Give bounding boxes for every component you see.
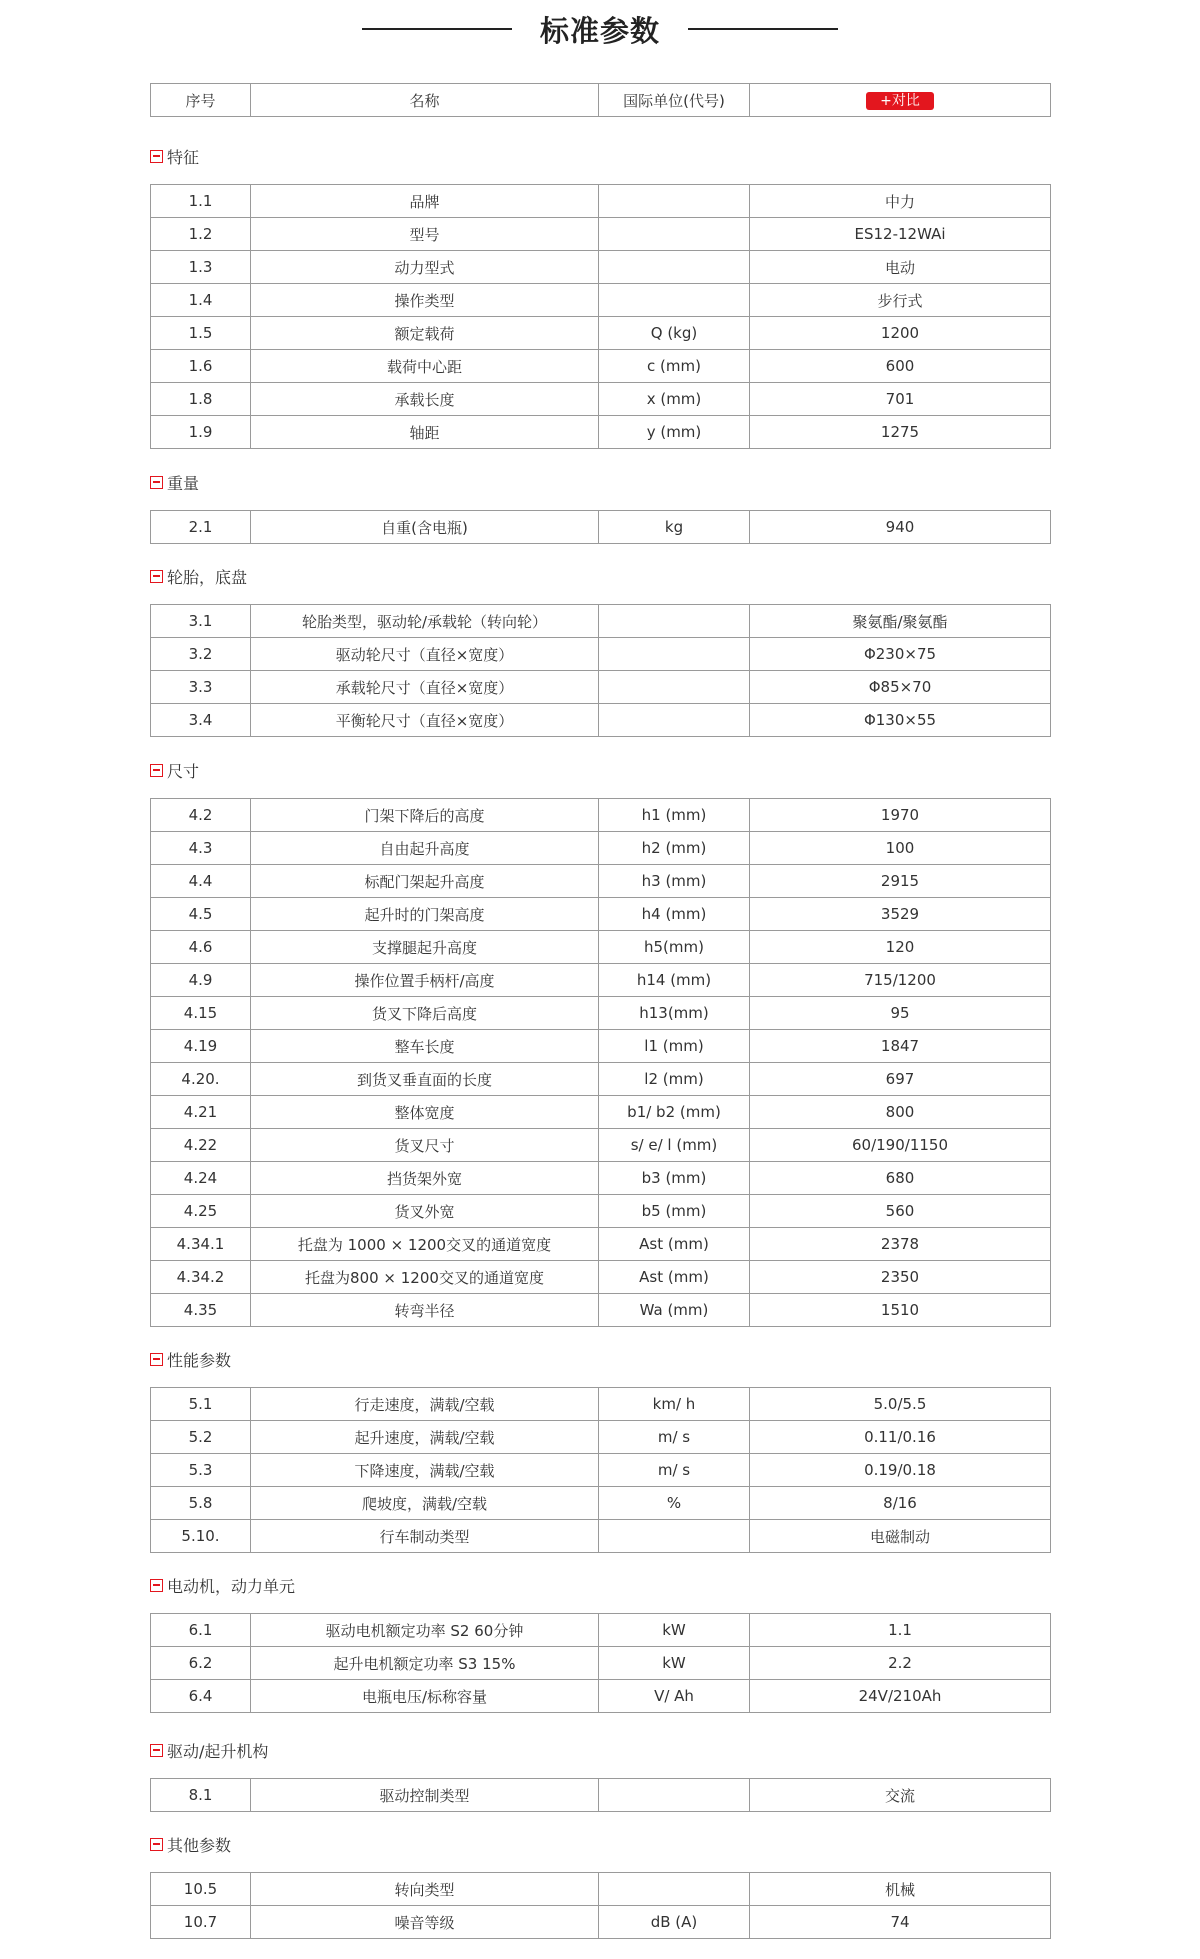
cell-index: 1.6	[151, 350, 251, 383]
cell-name: 货叉尺寸	[251, 1129, 599, 1162]
cell-index: 1.4	[151, 284, 251, 317]
cell-name: 操作类型	[251, 284, 599, 317]
spec-table	[150, 604, 1051, 737]
cell-index: 1.8	[151, 383, 251, 416]
table-row	[151, 1421, 1051, 1454]
cell-name: 起升时的门架高度	[251, 898, 599, 931]
spec-section	[150, 1347, 1050, 1553]
cell-value: 697	[750, 1063, 1051, 1096]
cell-value: 聚氨酯/聚氨酯	[750, 605, 1051, 638]
cell-value: 步行式	[750, 284, 1051, 317]
cell-value: 701	[750, 383, 1051, 416]
header-compare-cell	[750, 84, 1051, 117]
cell-index: 5.3	[151, 1454, 251, 1487]
table-row	[151, 964, 1051, 997]
table-row	[151, 1779, 1051, 1812]
cell-value: 1200	[750, 317, 1051, 350]
cell-value: 0.19/0.18	[750, 1454, 1051, 1487]
cell-value: 1847	[750, 1030, 1051, 1063]
cell-unit	[599, 1779, 750, 1812]
cell-index: 1.2	[151, 218, 251, 251]
cell-unit: kW	[599, 1614, 750, 1647]
cell-value: 940	[750, 511, 1051, 544]
cell-unit: dB (A)	[599, 1906, 750, 1939]
spec-section	[150, 758, 1050, 1327]
cell-name: 电瓶电压/标称容量	[251, 1680, 599, 1713]
title-divider-left	[362, 28, 512, 30]
cell-value: 电磁制动	[750, 1520, 1051, 1553]
page-title: 标准参数	[539, 13, 660, 48]
table-row	[151, 218, 1051, 251]
cell-name: 驱动轮尺寸（直径×宽度）	[251, 638, 599, 671]
spec-section	[150, 470, 1050, 544]
cell-name: 爬坡度，满载/空载	[251, 1487, 599, 1520]
table-row	[151, 1195, 1051, 1228]
cell-unit	[599, 218, 750, 251]
section-header[interactable]	[150, 1832, 1050, 1856]
cell-value: 680	[750, 1162, 1051, 1195]
cell-name: 货叉外宽	[251, 1195, 599, 1228]
cell-value: 715/1200	[750, 964, 1051, 997]
cell-value: 8/16	[750, 1487, 1051, 1520]
cell-value: 60/190/1150	[750, 1129, 1051, 1162]
table-row	[151, 1647, 1051, 1680]
spec-table	[150, 1778, 1051, 1812]
section-header[interactable]	[150, 1347, 1050, 1371]
cell-index: 10.5	[151, 1873, 251, 1906]
header-name: 名称	[251, 84, 599, 117]
cell-unit: h3 (mm)	[599, 865, 750, 898]
cell-unit: h14 (mm)	[599, 964, 750, 997]
cell-name: 自重(含电瓶)	[251, 511, 599, 544]
cell-name: 操作位置手柄杆/高度	[251, 964, 599, 997]
table-row	[151, 931, 1051, 964]
cell-value: 0.11/0.16	[750, 1421, 1051, 1454]
cell-value: 800	[750, 1096, 1051, 1129]
cell-unit: h2 (mm)	[599, 832, 750, 865]
cell-unit: m/ s	[599, 1421, 750, 1454]
cell-unit	[599, 704, 750, 737]
cell-value: 1275	[750, 416, 1051, 449]
cell-index: 4.3	[151, 832, 251, 865]
table-row	[151, 185, 1051, 218]
cell-unit: Wa (mm)	[599, 1294, 750, 1327]
table-row	[151, 1294, 1051, 1327]
cell-index: 1.9	[151, 416, 251, 449]
collapse-minus-icon[interactable]	[150, 476, 163, 489]
cell-name: 型号	[251, 218, 599, 251]
cell-index: 1.3	[151, 251, 251, 284]
cell-name: 货叉下降后高度	[251, 997, 599, 1030]
cell-unit: h1 (mm)	[599, 799, 750, 832]
cell-value: 5.0/5.5	[750, 1388, 1051, 1421]
spec-table	[150, 798, 1051, 1327]
table-row	[151, 284, 1051, 317]
cell-value: 机械	[750, 1873, 1051, 1906]
cell-index: 4.21	[151, 1096, 251, 1129]
cell-index: 4.25	[151, 1195, 251, 1228]
cell-unit: y (mm)	[599, 416, 750, 449]
cell-index: 4.15	[151, 997, 251, 1030]
cell-name: 品牌	[251, 185, 599, 218]
cell-name: 门架下降后的高度	[251, 799, 599, 832]
cell-unit: h13(mm)	[599, 997, 750, 1030]
table-row	[151, 511, 1051, 544]
collapse-minus-icon[interactable]	[150, 150, 163, 163]
section-title: 重量	[167, 473, 200, 493]
spec-header	[150, 83, 1050, 117]
cell-index: 10.7	[151, 1906, 251, 1939]
cell-name: 轮胎类型，驱动轮/承载轮（转向轮）	[251, 605, 599, 638]
cell-name: 噪音等级	[251, 1906, 599, 1939]
cell-index: 3.4	[151, 704, 251, 737]
spec-section	[150, 1573, 1050, 1713]
cell-unit	[599, 284, 750, 317]
cell-name: 标配门架起升高度	[251, 865, 599, 898]
title-divider-right	[688, 28, 838, 30]
cell-index: 4.5	[151, 898, 251, 931]
cell-value: Φ130×55	[750, 704, 1051, 737]
cell-unit: b5 (mm)	[599, 1195, 750, 1228]
collapse-minus-icon[interactable]	[150, 570, 163, 583]
cell-index: 4.24	[151, 1162, 251, 1195]
cell-index: 4.9	[151, 964, 251, 997]
cell-unit	[599, 1520, 750, 1553]
section-header[interactable]	[150, 1573, 1050, 1597]
cell-index: 6.2	[151, 1647, 251, 1680]
section-title: 驱动/起升机构	[167, 1741, 269, 1761]
collapse-minus-icon[interactable]	[150, 1744, 163, 1757]
cell-value: 600	[750, 350, 1051, 383]
table-row	[151, 1487, 1051, 1520]
table-row	[151, 1873, 1051, 1906]
table-row	[151, 383, 1051, 416]
table-row	[151, 1388, 1051, 1421]
cell-unit	[599, 251, 750, 284]
spec-section	[150, 1738, 1050, 1812]
cell-name: 起升电机额定功率 S3 15%	[251, 1647, 599, 1680]
cell-unit: l2 (mm)	[599, 1063, 750, 1096]
spec-section	[150, 1832, 1050, 1939]
cell-unit: kg	[599, 511, 750, 544]
cell-index: 4.22	[151, 1129, 251, 1162]
cell-name: 承载轮尺寸（直径×宽度）	[251, 671, 599, 704]
cell-unit	[599, 605, 750, 638]
spec-table	[150, 1872, 1051, 1939]
cell-name: 承载长度	[251, 383, 599, 416]
cell-value: Φ230×75	[750, 638, 1051, 671]
cell-index: 4.2	[151, 799, 251, 832]
cell-value: 2915	[750, 865, 1051, 898]
cell-value: 1510	[750, 1294, 1051, 1327]
cell-name: 起升速度，满载/空载	[251, 1421, 599, 1454]
table-row	[151, 1030, 1051, 1063]
cell-value: 2350	[750, 1261, 1051, 1294]
spec-header-table	[150, 83, 1051, 117]
cell-name: 驱动控制类型	[251, 1779, 599, 1812]
cell-unit: s/ e/ l (mm)	[599, 1129, 750, 1162]
cell-name: 行车制动类型	[251, 1520, 599, 1553]
section-header[interactable]	[150, 758, 1050, 782]
cell-unit	[599, 185, 750, 218]
cell-index: 4.34.2	[151, 1261, 251, 1294]
header-row	[151, 84, 1051, 117]
collapse-minus-icon[interactable]	[150, 1579, 163, 1592]
cell-index: 4.34.1	[151, 1228, 251, 1261]
cell-index: 2.1	[151, 511, 251, 544]
cell-index: 3.2	[151, 638, 251, 671]
cell-name: 平衡轮尺寸（直径×宽度）	[251, 704, 599, 737]
cell-unit: c (mm)	[599, 350, 750, 383]
cell-unit: m/ s	[599, 1454, 750, 1487]
collapse-minus-icon[interactable]	[150, 764, 163, 777]
cell-index: 5.1	[151, 1388, 251, 1421]
table-row	[151, 1096, 1051, 1129]
spec-table	[150, 184, 1051, 449]
table-row	[151, 1129, 1051, 1162]
cell-name: 转弯半径	[251, 1294, 599, 1327]
table-row	[151, 1228, 1051, 1261]
header-index: 序号	[151, 84, 251, 117]
collapse-minus-icon[interactable]	[150, 1353, 163, 1366]
table-row	[151, 416, 1051, 449]
table-row	[151, 799, 1051, 832]
cell-value: 交流	[750, 1779, 1051, 1812]
spec-table	[150, 510, 1051, 544]
cell-value: 电动	[750, 251, 1051, 284]
cell-index: 4.35	[151, 1294, 251, 1327]
cell-value: ES12-12WAi	[750, 218, 1051, 251]
table-row	[151, 832, 1051, 865]
table-row	[151, 317, 1051, 350]
cell-unit: Q (kg)	[599, 317, 750, 350]
cell-name: 挡货架外宽	[251, 1162, 599, 1195]
cell-name: 整体宽度	[251, 1096, 599, 1129]
cell-value: Φ85×70	[750, 671, 1051, 704]
section-title: 尺寸	[167, 761, 200, 781]
cell-value: 24V/210Ah	[750, 1680, 1051, 1713]
table-row	[151, 1680, 1051, 1713]
cell-name: 下降速度，满载/空载	[251, 1454, 599, 1487]
table-row	[151, 865, 1051, 898]
cell-name: 自由起升高度	[251, 832, 599, 865]
cell-value: 3529	[750, 898, 1051, 931]
page-title-bar	[0, 8, 1200, 50]
cell-index: 6.1	[151, 1614, 251, 1647]
cell-name: 整车长度	[251, 1030, 599, 1063]
cell-index: 4.4	[151, 865, 251, 898]
section-title: 轮胎，底盘	[167, 567, 248, 587]
cell-name: 行走速度，满载/空载	[251, 1388, 599, 1421]
cell-value: 100	[750, 832, 1051, 865]
cell-value: 2378	[750, 1228, 1051, 1261]
section-header[interactable]	[150, 144, 1050, 168]
cell-index: 6.4	[151, 1680, 251, 1713]
cell-unit	[599, 671, 750, 704]
table-row	[151, 605, 1051, 638]
cell-name: 驱动电机额定功率 S2 60分钟	[251, 1614, 599, 1647]
cell-unit: b3 (mm)	[599, 1162, 750, 1195]
table-row	[151, 997, 1051, 1030]
section-title: 性能参数	[167, 1350, 232, 1370]
spec-section	[150, 564, 1050, 737]
cell-name: 动力型式	[251, 251, 599, 284]
spec-section	[150, 144, 1050, 449]
cell-index: 4.6	[151, 931, 251, 964]
section-title: 其他参数	[167, 1835, 232, 1855]
cell-name: 托盘为 1000 × 1200交叉的通道宽度	[251, 1228, 599, 1261]
cell-unit: b1/ b2 (mm)	[599, 1096, 750, 1129]
table-row	[151, 704, 1051, 737]
table-row	[151, 898, 1051, 931]
table-row	[151, 1520, 1051, 1553]
cell-value: 95	[750, 997, 1051, 1030]
table-row	[151, 350, 1051, 383]
cell-value: 120	[750, 931, 1051, 964]
cell-unit: V/ Ah	[599, 1680, 750, 1713]
cell-value: 中力	[750, 185, 1051, 218]
section-title: 特征	[167, 147, 200, 167]
cell-unit: Ast (mm)	[599, 1261, 750, 1294]
cell-index: 5.10.	[151, 1520, 251, 1553]
cell-unit: Ast (mm)	[599, 1228, 750, 1261]
cell-name: 轴距	[251, 416, 599, 449]
table-row	[151, 638, 1051, 671]
cell-name: 到货叉垂直面的长度	[251, 1063, 599, 1096]
cell-unit: x (mm)	[599, 383, 750, 416]
section-title: 电动机，动力单元	[167, 1576, 296, 1596]
cell-value: 74	[750, 1906, 1051, 1939]
cell-name: 载荷中心距	[251, 350, 599, 383]
table-row	[151, 1614, 1051, 1647]
table-row	[151, 1261, 1051, 1294]
table-row	[151, 251, 1051, 284]
section-header[interactable]	[150, 1738, 1050, 1762]
cell-unit: h5(mm)	[599, 931, 750, 964]
cell-unit	[599, 638, 750, 671]
cell-value: 2.2	[750, 1647, 1051, 1680]
cell-name: 支撑腿起升高度	[251, 931, 599, 964]
section-header[interactable]	[150, 470, 1050, 494]
cell-name: 托盘为800 × 1200交叉的通道宽度	[251, 1261, 599, 1294]
cell-value: 560	[750, 1195, 1051, 1228]
cell-unit: l1 (mm)	[599, 1030, 750, 1063]
cell-index: 1.5	[151, 317, 251, 350]
cell-index: 3.3	[151, 671, 251, 704]
section-header[interactable]	[150, 564, 1050, 588]
cell-unit	[599, 1873, 750, 1906]
cell-index: 5.8	[151, 1487, 251, 1520]
header-unit: 国际单位(代号)	[599, 84, 750, 117]
cell-index: 5.2	[151, 1421, 251, 1454]
cell-index: 4.19	[151, 1030, 251, 1063]
spec-table	[150, 1613, 1051, 1713]
spec-table	[150, 1387, 1051, 1553]
table-row	[151, 1063, 1051, 1096]
table-row	[151, 1906, 1051, 1939]
cell-index: 4.20.	[151, 1063, 251, 1096]
table-row	[151, 671, 1051, 704]
table-row	[151, 1454, 1051, 1487]
cell-unit: km/ h	[599, 1388, 750, 1421]
compare-button[interactable]: +对比	[866, 92, 934, 110]
cell-value: 1970	[750, 799, 1051, 832]
cell-index: 1.1	[151, 185, 251, 218]
cell-name: 转向类型	[251, 1873, 599, 1906]
cell-unit: kW	[599, 1647, 750, 1680]
cell-unit: h4 (mm)	[599, 898, 750, 931]
cell-unit: %	[599, 1487, 750, 1520]
cell-index: 8.1	[151, 1779, 251, 1812]
cell-value: 1.1	[750, 1614, 1051, 1647]
cell-index: 3.1	[151, 605, 251, 638]
table-row	[151, 1162, 1051, 1195]
cell-name: 额定载荷	[251, 317, 599, 350]
collapse-minus-icon[interactable]	[150, 1838, 163, 1851]
